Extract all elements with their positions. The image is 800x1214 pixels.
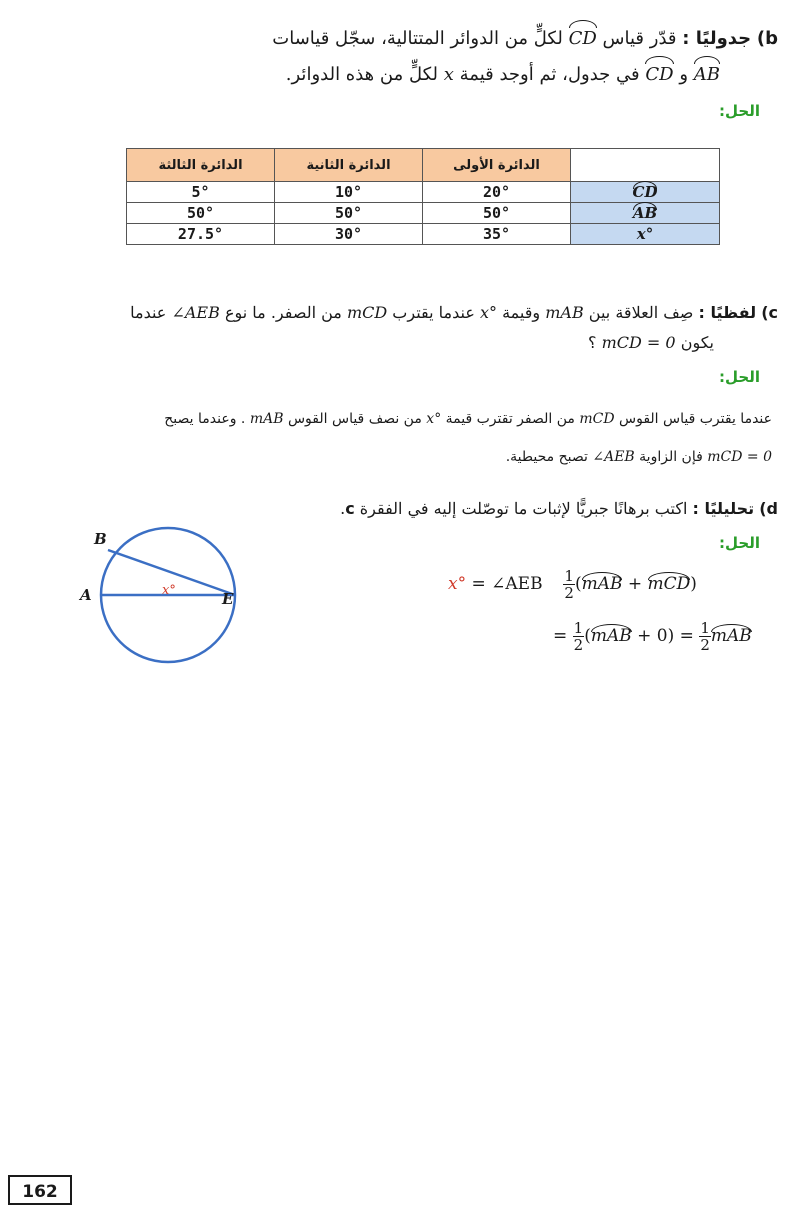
question-c-text: وقيمة <box>502 303 541 322</box>
table-header: الدائرة الأولى <box>423 149 571 182</box>
measure-cd: mCD <box>647 574 691 594</box>
table-cell: 27.5° <box>127 224 275 245</box>
proof-line1 <box>448 568 697 601</box>
table-row <box>127 224 720 245</box>
measurements-table <box>126 148 720 245</box>
table-cell: 50° <box>275 203 423 224</box>
question-c-text: عندما يقترب <box>392 303 475 322</box>
table-cell: 10° <box>275 182 423 203</box>
row-label: AB <box>571 203 720 224</box>
var-x: x° <box>426 411 442 427</box>
arc-ab: AB <box>694 58 720 92</box>
question-c-title: لفظيًا : <box>698 303 757 322</box>
table-cell: 50° <box>127 203 275 224</box>
period: . <box>340 499 346 518</box>
solution-label: الحل: <box>719 368 760 386</box>
table-cell: 35° <box>423 224 571 245</box>
question-b-text: في جدول، ثم أوجد قيمة <box>459 64 640 85</box>
answer-c-line2 <box>16 442 772 472</box>
measure-ab: mAB <box>590 626 632 646</box>
answer-text: من نصف قياس القوس <box>287 411 422 427</box>
question-b-line2 <box>20 58 720 92</box>
point-b-label: B <box>94 530 107 548</box>
question-c-text: صِف العلاقة بين <box>588 303 694 322</box>
point-e-label: E <box>222 590 234 608</box>
proof-line2 <box>553 620 752 653</box>
paren: ) <box>690 574 697 594</box>
proof-text: = ∠AEB <box>471 574 543 594</box>
question-b <box>20 22 778 56</box>
question-d-text: اكتب برهانًا جبريًّا لإثبات ما توصّلت إليه في الفقرة <box>359 499 688 518</box>
measure-cd: mCD <box>579 411 615 427</box>
answer-text: . وعندما يصبح <box>164 411 246 427</box>
equation-cd-zero: mCD = 0 <box>707 449 772 465</box>
equals-sign: = <box>679 626 694 646</box>
arc-cd: CD <box>645 58 673 92</box>
paren: ( <box>584 626 591 646</box>
equals-sign: = <box>553 626 568 646</box>
measure-ab: mAB <box>581 574 623 594</box>
table-cell: 20° <box>423 182 571 203</box>
var-x: x° <box>448 574 467 594</box>
fraction-half: $\frac{1}{2}$ <box>700 619 710 654</box>
point-a-label: A <box>80 586 92 604</box>
and-word: و <box>679 64 689 85</box>
table-header-row <box>127 149 720 182</box>
solution-label: الحل: <box>719 102 760 120</box>
answer-text: من الصفر تقترب قيمة <box>445 411 575 427</box>
table-header: الدائرة الثانية <box>275 149 423 182</box>
paren: ) <box>667 626 675 646</box>
table-cell: 30° <box>275 224 423 245</box>
angle-aeb: ∠AEB <box>171 303 220 322</box>
plus-zero: + 0 <box>637 626 668 646</box>
question-c-text: من الصفر. ما نوع <box>224 303 342 322</box>
var-x: x <box>443 64 454 85</box>
page-number: 162 <box>8 1175 72 1205</box>
question-b-text: لكلٍّ من هذه الدوائر. <box>285 64 439 85</box>
table-row <box>127 182 720 203</box>
question-b-label: b) <box>756 28 778 49</box>
table-cell: 5° <box>127 182 275 203</box>
measure-cd: mCD <box>346 303 388 322</box>
question-d-ref: c <box>345 499 355 518</box>
question-c-text: عندما <box>130 303 167 322</box>
answer-text: عندما يقترب قياس القوس <box>619 411 772 427</box>
question-c-label: c) <box>761 303 778 322</box>
question-c-text: يكون <box>680 333 714 352</box>
measure-ab: mAB <box>249 411 284 427</box>
row-label: CD <box>571 182 720 203</box>
solution-label: الحل: <box>719 534 760 552</box>
measure-ab: mAB <box>545 303 584 322</box>
angle-x-label: x° <box>162 583 176 598</box>
answer-c-line1 <box>16 404 772 434</box>
paren: ( <box>574 574 582 594</box>
question-c <box>20 296 778 330</box>
table-cell: 50° <box>423 203 571 224</box>
question-mark: ؟ <box>588 333 597 352</box>
question-d-title: تحليليًا : <box>692 499 755 518</box>
plus-sign: + <box>627 574 643 594</box>
equation-cd-zero: mCD = 0 <box>601 333 676 352</box>
question-b-text: لكلٍّ من الدوائر المتتالية، سجّل قياسات <box>272 28 563 49</box>
table-header <box>571 149 720 182</box>
table-row <box>127 203 720 224</box>
arc-cd: CD <box>569 22 597 56</box>
measure-ab: mAB <box>710 626 752 646</box>
var-x: x° <box>479 303 497 322</box>
question-b-text: قدّر قياس <box>602 28 677 49</box>
fraction-half: $\frac{1}{2}$ <box>564 567 574 602</box>
table-header: الدائرة الثالثة <box>127 149 275 182</box>
answer-text: فإن الزاوية <box>639 449 703 465</box>
question-b-title: جدوليًا : <box>682 28 752 49</box>
angle-aeb: ∠AEB <box>592 449 635 465</box>
question-c-line2 <box>20 326 714 360</box>
circle-figure <box>70 520 260 680</box>
row-label: x° <box>571 224 720 245</box>
answer-text: تصبح محيطية. <box>505 449 588 465</box>
question-d-label: d) <box>759 499 778 518</box>
fraction-half: $\frac{1}{2}$ <box>573 619 584 654</box>
